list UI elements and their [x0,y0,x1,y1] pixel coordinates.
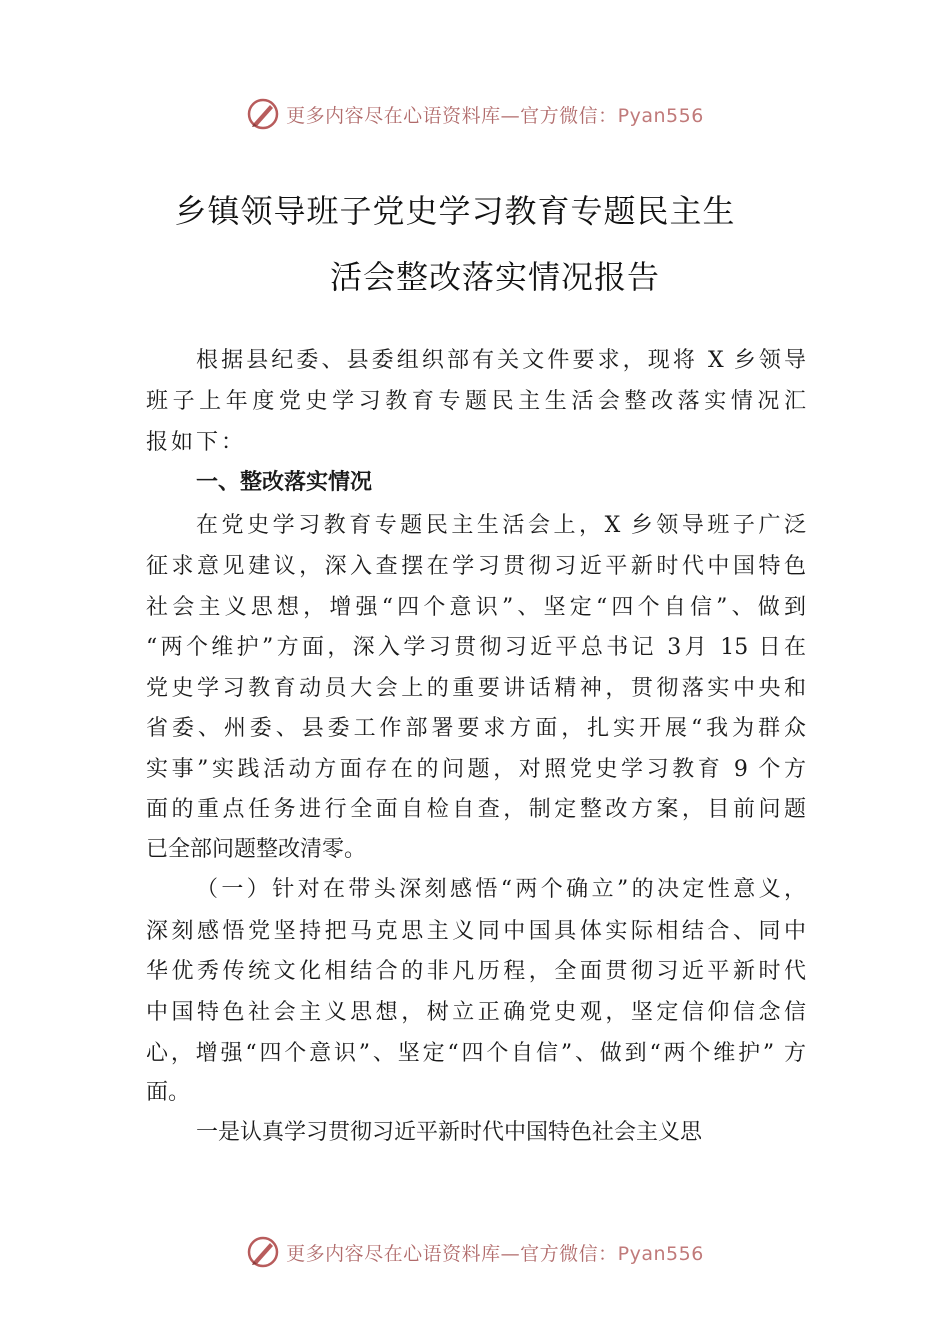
document-title-line-1: 乡镇领导班子党史学习教育专题民主生 [174,192,736,230]
body-line: 实事”实践活动方面存在的问题，对照党史学习教育 9 个方 [146,757,806,782]
banner-prefix: 更多内容尽在心语资料库—官方微信： [286,104,618,127]
body-line: 党史学习教育动员大会上的重要讲话精神，贯彻落实中央和 [146,676,806,701]
body-line: 面。 [146,1080,191,1105]
body-line: 省委、州委、县委工作部署要求方面，扎实开展“我为群众 [146,716,806,741]
body-line: 华优秀传统文化相结合的非凡历程，全面贯彻习近平新时代 [146,959,806,984]
banner-prefix: 更多内容尽在心语资料库—官方微信： [286,1242,618,1265]
body-line: 已全部问题整改清零。 [146,837,367,862]
pen-logo-icon [246,1235,280,1269]
body-line: 根据县纪委、县委组织部有关文件要求，现将 X 乡领导 [196,348,806,373]
body-line: 报如下： [146,430,247,455]
watermark-banner-top [0,94,950,134]
body-line: 社会主义思想，增强“四个意识”、坚定“四个自信”、做到 [146,595,806,620]
document-title-line-2: 活会整改落实情况报告 [329,258,660,296]
watermark-banner-bottom [0,1232,950,1272]
body-line: 面的重点任务进行全面自检自查，制定整改方案，目前问题 [146,797,806,822]
body-line: 班子上年度党史学习教育专题民主生活会整改落实情况汇 [146,389,806,414]
subsection-line: （一）针对在带头深刻感悟“两个确立”的决定性意义， [196,877,806,902]
body-line: 征求意见建议，深入查摆在学习贯彻习近平新时代中国特色 [146,554,806,579]
banner-wechat-id: Pyan556 [617,1242,704,1265]
body-line: “两个维护”方面，深入学习贯彻习近平总书记 3月 15 日在 [146,635,806,660]
body-line: 深刻感悟党坚持把马克思主义同中国具体实际相结合、同中 [146,919,806,944]
body-line: 在党史学习教育专题民主生活会上，X 乡领导班子广泛 [196,513,806,538]
body-line: 一是认真学习贯彻习近平新时代中国特色社会主义思 [196,1120,703,1145]
pen-logo-icon [246,97,280,131]
body-line: 心，增强“四个意识”、坚定“四个自信”、做到“两个维护” 方 [146,1041,806,1066]
body-line: 中国特色社会主义思想，树立正确党史观，坚定信仰信念信 [146,1000,806,1025]
banner-wechat-id: Pyan556 [617,104,704,127]
section-heading: 一、整改落实情况 [196,470,373,495]
